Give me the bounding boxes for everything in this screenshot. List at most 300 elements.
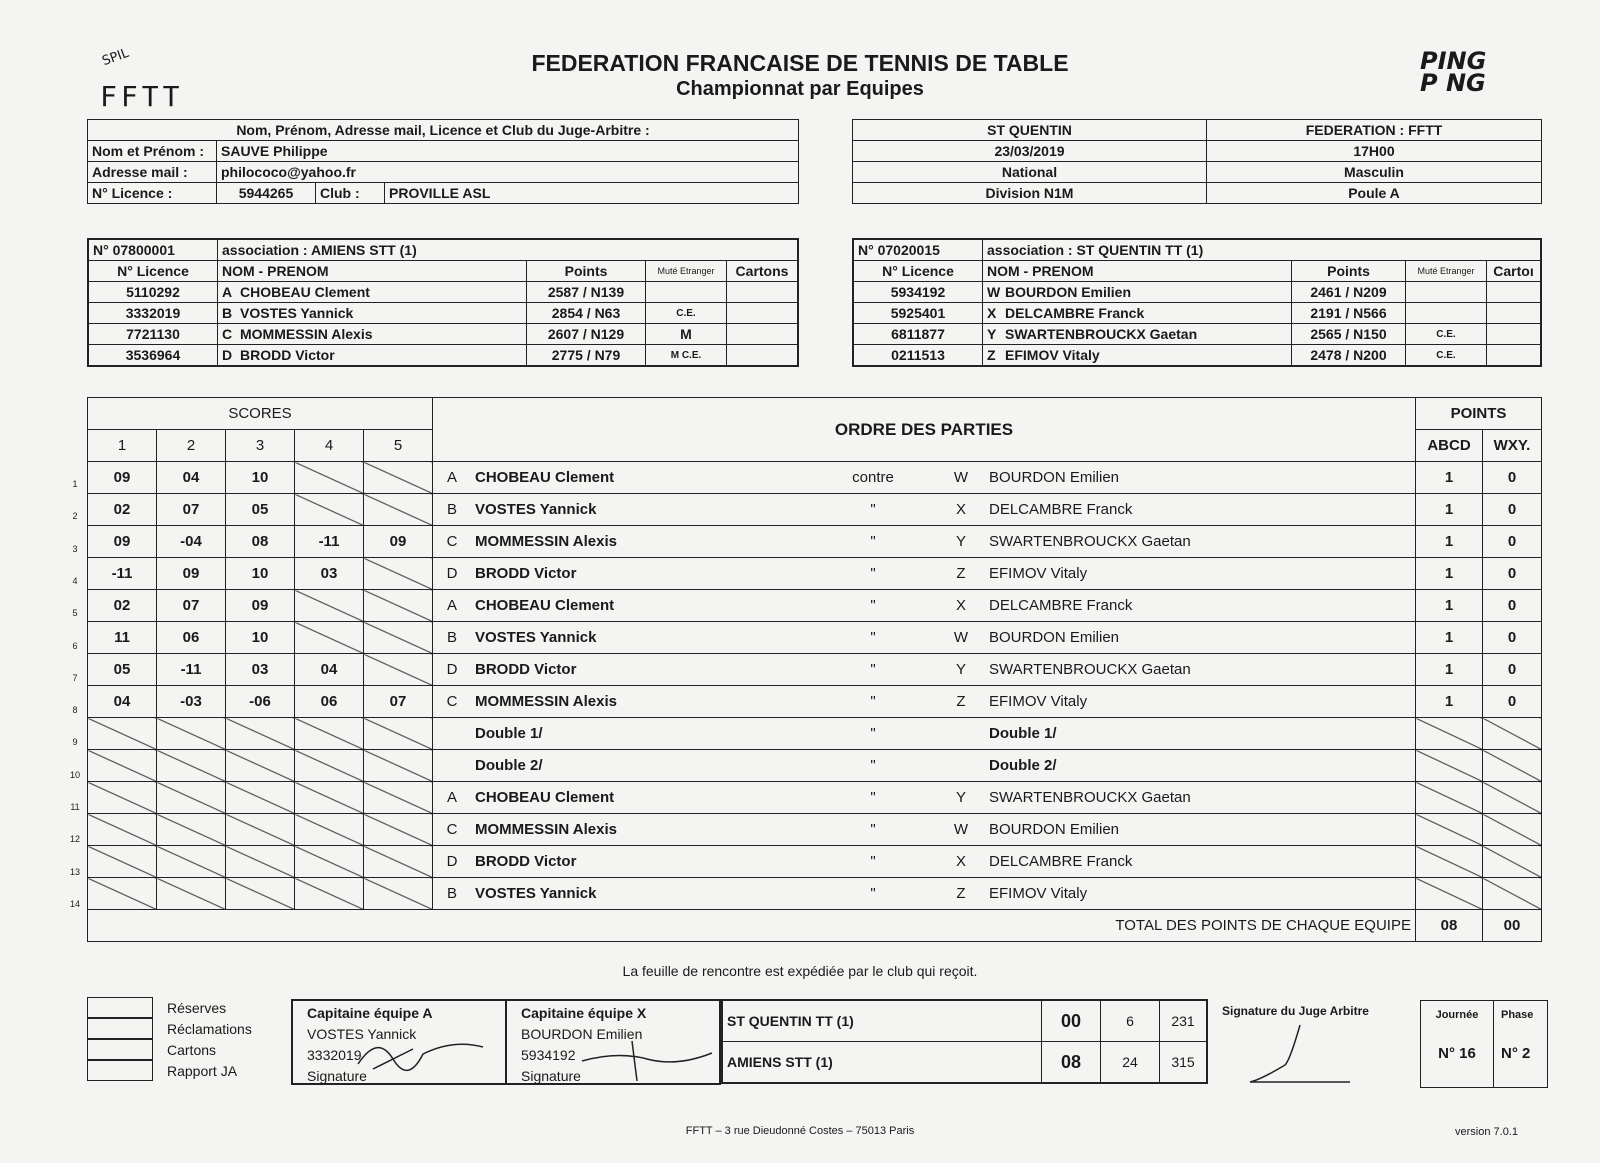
points-x: [1483, 782, 1542, 814]
points-x: [1483, 878, 1542, 910]
fftt-logo: FFTT: [100, 80, 184, 113]
referee-table: [87, 119, 799, 204]
spacer: [1397, 814, 1416, 846]
player-letter: W: [987, 284, 1001, 300]
set-score: [295, 782, 364, 814]
meeting-place: ST QUENTIN: [853, 120, 1207, 141]
points-x: 0: [1483, 526, 1542, 558]
set-score: [364, 558, 433, 590]
spacer: [1397, 750, 1416, 782]
team-x-col-mute: Muté Etranger: [1406, 261, 1487, 282]
player-mute: M: [646, 324, 727, 345]
points-a: 1: [1416, 622, 1483, 654]
spacer: [1397, 590, 1416, 622]
result-value-1: 6: [1101, 1000, 1160, 1042]
player-row: [853, 303, 1541, 324]
player-name: BOURDON Emilien: [1005, 284, 1132, 300]
match-row: [88, 686, 1542, 718]
versus-label: ": [809, 878, 937, 910]
player-name-cell: [983, 324, 1292, 345]
meeting-division: Division N1M: [853, 183, 1207, 204]
captain-a-label: Capitaine équipe A: [307, 1005, 433, 1021]
page-title: FEDERATION FRANCAISE DE TENNIS DE TABLE: [531, 50, 1069, 76]
team-a-table: [87, 238, 799, 367]
spacer: [1397, 462, 1416, 494]
set-score: 07: [364, 686, 433, 718]
player-cards: [727, 324, 799, 345]
player-x-letter: W: [937, 622, 985, 654]
captain-x-signature: [577, 1031, 717, 1081]
row-number: 2: [72, 511, 78, 522]
journee-label: Journée: [1435, 1009, 1479, 1021]
set-score: 11: [88, 622, 157, 654]
player-mute: C.E.: [1406, 345, 1487, 367]
player-a-name: MOMMESSIN Alexis: [471, 814, 809, 846]
captain-a-signature: [353, 1029, 493, 1079]
set-score: [226, 878, 295, 910]
player-name-cell: [218, 345, 527, 367]
player-letter: Z: [987, 347, 996, 363]
row-number: 13: [69, 866, 80, 877]
set-score: [295, 878, 364, 910]
meeting-gender: Masculin: [1207, 162, 1542, 183]
player-points: 2587 / N139: [527, 282, 646, 303]
player-licence: 5925401: [853, 303, 983, 324]
points-label: POINTS: [1416, 398, 1542, 430]
player-a-name: VOSTES Yannick: [471, 878, 809, 910]
ping-pong-logo-line1: PING: [1420, 47, 1487, 75]
set-score: [226, 718, 295, 750]
set-score: [88, 718, 157, 750]
player-a-name: VOSTES Yannick: [471, 494, 809, 526]
set-score: [88, 782, 157, 814]
player-a-name: Double 1/: [471, 718, 809, 750]
set-score: 03: [226, 654, 295, 686]
player-a-letter: [433, 750, 472, 782]
points-a: 1: [1416, 526, 1483, 558]
player-cards: [727, 345, 799, 367]
journee-value: N° 16: [1438, 1045, 1476, 1062]
set-header: 3: [226, 430, 295, 462]
player-row: [88, 345, 798, 367]
set-score: -03: [157, 686, 226, 718]
set-score: 10: [226, 462, 295, 494]
row-number: 4: [72, 575, 78, 586]
player-x-name: EFIMOV Vitaly: [985, 878, 1397, 910]
points-a: [1416, 846, 1483, 878]
meeting-table: [852, 119, 1542, 204]
player-name-cell: [983, 303, 1292, 324]
player-a-letter: A: [433, 782, 472, 814]
captain-a-signature-label: Signature: [307, 1068, 367, 1084]
player-a-name: BRODD Victor: [471, 558, 809, 590]
player-cards: [727, 282, 799, 303]
versus-label: ": [809, 558, 937, 590]
captain-a-box: [291, 999, 507, 1085]
player-a-letter: B: [433, 494, 472, 526]
player-letter: D: [222, 347, 233, 363]
spacer: [1397, 654, 1416, 686]
player-x-name: SWARTENBROUCKX Gaetan: [985, 526, 1397, 558]
referee-name: SAUVE Philippe: [217, 141, 799, 162]
set-score: 03: [295, 558, 364, 590]
referee-email: philococo@yahoo.fr: [217, 162, 799, 183]
page-subtitle: Championnat par Equipes: [676, 78, 924, 100]
set-score: [295, 590, 364, 622]
team-x-col-points: Points: [1292, 261, 1406, 282]
player-licence: 3332019: [88, 303, 218, 324]
team-a-number: N° 07800001: [88, 239, 218, 261]
player-a-name: VOSTES Yannick: [471, 622, 809, 654]
team-a-col-name: NOM - PRENOM: [218, 261, 527, 282]
points-a: [1416, 718, 1483, 750]
ping-pong-logo: [1420, 47, 1487, 97]
player-x-name: Double 1/: [985, 718, 1397, 750]
set-score: [88, 846, 157, 878]
player-letter: Y: [987, 326, 997, 342]
order-label: ORDRE DES PARTIES: [433, 398, 1416, 462]
player-name-cell: [218, 324, 527, 345]
points-a: [1416, 750, 1483, 782]
player-licence: 0211513: [853, 345, 983, 367]
spacer: [1397, 622, 1416, 654]
set-score: [295, 750, 364, 782]
player-x-name: EFIMOV Vitaly: [985, 558, 1397, 590]
referee-licence-label: N° Licence :: [88, 183, 217, 204]
row-number: 11: [70, 802, 80, 812]
player-mute: [1406, 282, 1487, 303]
player-row: [853, 345, 1541, 367]
rapport-ja-checkbox[interactable]: [87, 1060, 153, 1081]
set-score: [364, 654, 433, 686]
player-x-name: SWARTENBROUCKX Gaetan: [985, 782, 1397, 814]
player-a-name: MOMMESSIN Alexis: [471, 526, 809, 558]
versus-label: ": [809, 782, 937, 814]
set-score: [226, 814, 295, 846]
set-score: [157, 814, 226, 846]
player-licence: 6811877: [853, 324, 983, 345]
player-letter: X: [987, 305, 997, 321]
set-score: 07: [157, 494, 226, 526]
cartons-checkbox[interactable]: [87, 1039, 153, 1060]
set-score: 09: [226, 590, 295, 622]
set-score: 05: [88, 654, 157, 686]
player-a-name: Double 2/: [471, 750, 809, 782]
player-points: 2191 / N566: [1292, 303, 1406, 324]
team-x-table: [852, 238, 1542, 367]
set-score: [226, 782, 295, 814]
set-score: 10: [226, 558, 295, 590]
player-mute: C.E.: [646, 303, 727, 324]
spacer: [1397, 686, 1416, 718]
player-cards: [1487, 345, 1542, 367]
points-a: 1: [1416, 590, 1483, 622]
row-number: 7: [72, 672, 78, 683]
player-letter: C: [222, 326, 233, 342]
points-x: 0: [1483, 622, 1542, 654]
points-x: 0: [1483, 494, 1542, 526]
player-cards: [1487, 282, 1542, 303]
set-score: [157, 718, 226, 750]
referee-signature-label: Signature du Juge Arbitre: [1222, 1004, 1369, 1018]
team-a-col-points: Points: [527, 261, 646, 282]
player-x-name: BOURDON Emilien: [985, 814, 1397, 846]
meeting-federation: FEDERATION : FFTT: [1207, 120, 1542, 141]
player-points: 2461 / N209: [1292, 282, 1406, 303]
versus-label: ": [809, 750, 937, 782]
captain-x-label: Capitaine équipe X: [521, 1005, 647, 1021]
player-name-cell: [983, 345, 1292, 367]
player-x-letter: X: [937, 494, 985, 526]
player-a-name: CHOBEAU Clement: [471, 462, 809, 494]
set-score: [226, 846, 295, 878]
set-score: [364, 462, 433, 494]
set-score: 02: [88, 590, 157, 622]
team-a-col-licence: N° Licence: [88, 261, 218, 282]
set-score: 09: [364, 526, 433, 558]
player-a-letter: C: [433, 814, 472, 846]
player-row: [853, 282, 1541, 303]
player-mute: [646, 282, 727, 303]
referee-club-label: Club :: [316, 183, 385, 204]
player-cards: [727, 303, 799, 324]
player-x-letter: Z: [937, 686, 985, 718]
result-team: ST QUENTIN TT (1): [722, 1000, 1042, 1042]
player-x-name: DELCAMBRE Franck: [985, 494, 1397, 526]
points-x: 0: [1483, 590, 1542, 622]
player-name-cell: [983, 282, 1292, 303]
set-score: 05: [226, 494, 295, 526]
player-a-letter: D: [433, 558, 472, 590]
points-a: 1: [1416, 558, 1483, 590]
player-name-cell: [218, 282, 527, 303]
result-row: [722, 1000, 1207, 1042]
player-name: DELCAMBRE Franck: [1005, 305, 1145, 321]
matches-table: [87, 397, 1542, 942]
match-row: [88, 750, 1542, 782]
points-x: [1483, 846, 1542, 878]
captain-x-signature-label: Signature: [521, 1068, 581, 1084]
player-points: 2775 / N79: [527, 345, 646, 367]
phase-label: Phase: [1501, 1009, 1534, 1021]
player-a-name: BRODD Victor: [471, 846, 809, 878]
set-score: 04: [157, 462, 226, 494]
result-team: AMIENS STT (1): [722, 1042, 1042, 1084]
player-x-letter: Z: [937, 558, 985, 590]
set-score: -11: [295, 526, 364, 558]
meeting-pool: Poule A: [1207, 183, 1542, 204]
total-label: TOTAL DES POINTS DE CHAQUE EQUIPE: [433, 910, 1416, 942]
result-value-2: 315: [1160, 1042, 1208, 1084]
player-x-letter: W: [937, 814, 985, 846]
player-a-letter: [433, 718, 472, 750]
points-a: 1: [1416, 686, 1483, 718]
row-number: 14: [69, 898, 80, 909]
spacer: [1397, 526, 1416, 558]
points-x: 0: [1483, 686, 1542, 718]
spacer: [1397, 718, 1416, 750]
match-row: [88, 814, 1542, 846]
player-x-letter: W: [937, 462, 985, 494]
set-score: [295, 622, 364, 654]
match-row: [88, 590, 1542, 622]
versus-label: ": [809, 846, 937, 878]
result-score: 00: [1042, 1000, 1101, 1042]
set-score: [88, 814, 157, 846]
result-value-2: 231: [1160, 1000, 1208, 1042]
spacer: [1397, 878, 1416, 910]
versus-label: contre: [809, 462, 937, 494]
points-a: [1416, 814, 1483, 846]
player-mute: M C.E.: [646, 345, 727, 367]
set-score: [295, 846, 364, 878]
set-header: 4: [295, 430, 364, 462]
set-score: 09: [88, 462, 157, 494]
player-name-cell: [218, 303, 527, 324]
set-score: [226, 750, 295, 782]
player-a-letter: B: [433, 878, 472, 910]
points-a: [1416, 878, 1483, 910]
captain-x-box: [505, 999, 721, 1085]
match-row: [88, 558, 1542, 590]
set-score: 06: [157, 622, 226, 654]
set-header: 5: [364, 430, 433, 462]
points-x: 0: [1483, 462, 1542, 494]
set-score: [157, 782, 226, 814]
player-points: 2854 / N63: [527, 303, 646, 324]
reserves-label: Réserves: [167, 999, 227, 1016]
set-score: 07: [157, 590, 226, 622]
referee-licence: 5944265: [217, 183, 316, 204]
player-a-name: BRODD Victor: [471, 654, 809, 686]
points-a: 1: [1416, 494, 1483, 526]
row-number: 8: [72, 705, 78, 716]
version-label: version 7.0.1: [1455, 1126, 1518, 1138]
team-x-col-name: NOM - PRENOM: [983, 261, 1292, 282]
player-cards: [1487, 324, 1542, 345]
set-score: [364, 814, 433, 846]
player-a-letter: D: [433, 846, 472, 878]
points-a: [1416, 782, 1483, 814]
player-a-name: CHOBEAU Clement: [471, 590, 809, 622]
spacer: [1397, 494, 1416, 526]
match-row: [88, 494, 1542, 526]
versus-label: ": [809, 590, 937, 622]
reclamations-label: Réclamations: [167, 1020, 252, 1037]
player-x-letter: Y: [937, 782, 985, 814]
captain-a-licence: 3332019: [307, 1047, 362, 1063]
player-x-name: Double 2/: [985, 750, 1397, 782]
versus-label: ": [809, 814, 937, 846]
captain-a-name: VOSTES Yannick: [307, 1026, 417, 1042]
row-number: 3: [72, 543, 78, 554]
player-licence: 7721130: [88, 324, 218, 345]
player-letter: A: [222, 284, 233, 300]
versus-label: ": [809, 526, 937, 558]
player-x-letter: [937, 718, 985, 750]
set-score: 04: [295, 654, 364, 686]
ping-pong-logo-line2: P NG: [1420, 69, 1486, 97]
player-row: [88, 303, 798, 324]
reserves-checkbox[interactable]: [87, 997, 153, 1018]
player-a-letter: C: [433, 526, 472, 558]
journee-box: [1420, 1000, 1548, 1088]
set-score: -11: [88, 558, 157, 590]
total-a: 08: [1416, 910, 1483, 942]
set-header: 2: [157, 430, 226, 462]
player-a-letter: B: [433, 622, 472, 654]
team-a-association: association : AMIENS STT (1): [218, 239, 799, 261]
set-score: -11: [157, 654, 226, 686]
versus-label: ": [809, 686, 937, 718]
team-x-association: association : ST QUENTIN TT (1): [983, 239, 1542, 261]
team-x-number: N° 07020015: [853, 239, 983, 261]
player-name: BRODD Victor: [240, 347, 335, 363]
result-row: [722, 1042, 1207, 1084]
result-table: [721, 999, 1208, 1084]
match-row: [88, 526, 1542, 558]
player-name: CHOBEAU Clement: [240, 284, 370, 300]
spacer: [1397, 558, 1416, 590]
meeting-level: National: [853, 162, 1207, 183]
team-x-col-cards: Cartoı: [1487, 261, 1542, 282]
set-score: [157, 878, 226, 910]
row-number: 6: [72, 640, 78, 651]
row-number: 5: [72, 608, 78, 619]
player-points: 2565 / N150: [1292, 324, 1406, 345]
spacer: [1397, 846, 1416, 878]
set-score: -06: [226, 686, 295, 718]
referee-heading: Nom, Prénom, Adresse mail, Licence et Club du Juge-Arbitre :: [88, 120, 799, 141]
points-x: 0: [1483, 558, 1542, 590]
points-x: [1483, 814, 1542, 846]
player-cards: [1487, 303, 1542, 324]
player-licence: 3536964: [88, 345, 218, 367]
set-score: [364, 846, 433, 878]
set-score: 06: [295, 686, 364, 718]
reclamations-checkbox[interactable]: [87, 1018, 153, 1039]
set-score: [157, 750, 226, 782]
federation-address: FFTT – 3 rue Dieudonné Costes – 75013 Paris: [685, 1125, 915, 1137]
player-x-letter: X: [937, 590, 985, 622]
player-a-letter: C: [433, 686, 472, 718]
referee-name-label: Nom et Prénom :: [88, 141, 217, 162]
player-row: [853, 324, 1541, 345]
checkbox-list: [87, 997, 252, 1081]
set-score: 08: [226, 526, 295, 558]
versus-label: ": [809, 718, 937, 750]
points-x: [1483, 718, 1542, 750]
match-row: [88, 782, 1542, 814]
player-x-letter: [937, 750, 985, 782]
match-row: [88, 878, 1542, 910]
set-score: [364, 590, 433, 622]
set-score: [364, 878, 433, 910]
meeting-date: 23/03/2019: [853, 141, 1207, 162]
referee-email-label: Adresse mail :: [88, 162, 217, 183]
points-x: [1483, 750, 1542, 782]
set-score: [88, 878, 157, 910]
player-name: VOSTES Yannick: [240, 305, 354, 321]
meeting-time: 17H00: [1207, 141, 1542, 162]
set-score: [364, 782, 433, 814]
versus-label: ": [809, 622, 937, 654]
player-name: MOMMESSIN Alexis: [240, 326, 373, 342]
cartons-label: Cartons: [167, 1041, 217, 1058]
player-x-name: EFIMOV Vitaly: [985, 686, 1397, 718]
match-row: [88, 718, 1542, 750]
player-x-name: DELCAMBRE Franck: [985, 846, 1397, 878]
